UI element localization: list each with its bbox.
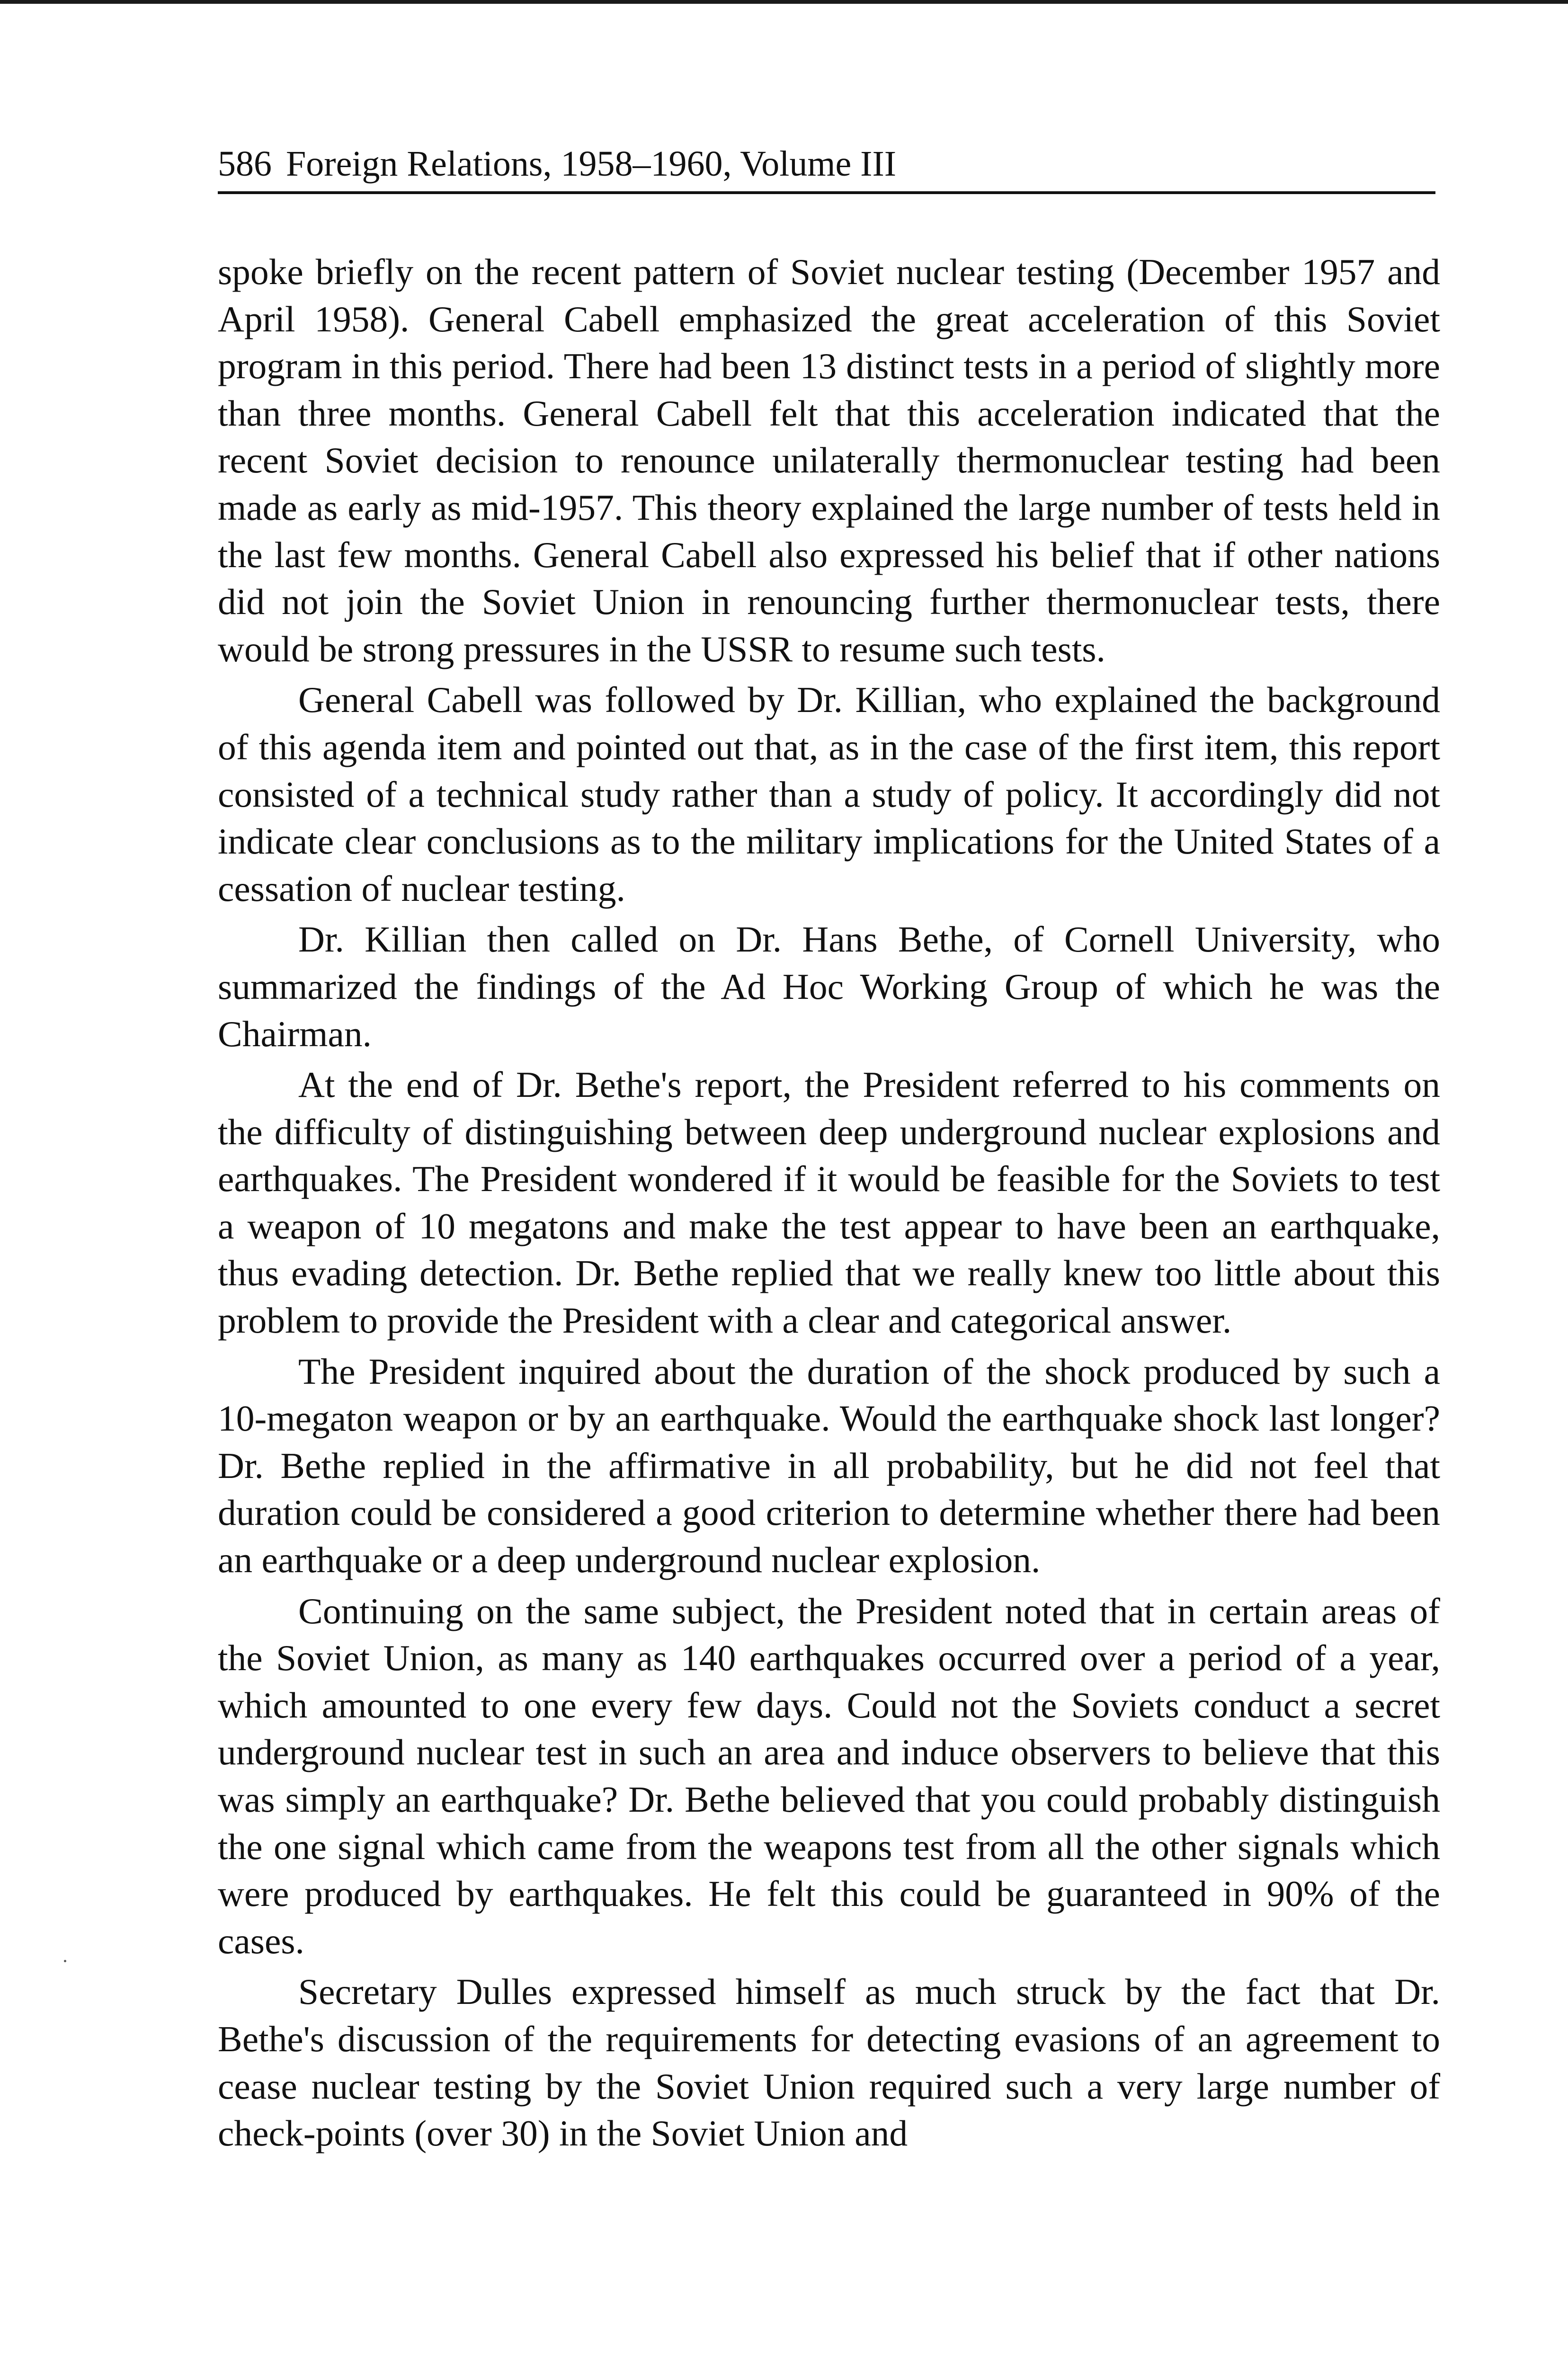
paragraph-2: General Cabell was followed by Dr. Killian, who explained the background of this agenda item and pointed out that, as in the case of the first item, this report consisted of a technical study rather than a study of policy. It accordingly did not indicate clear conclusions as to the military implications for the United States of a cessation of nuclear testing. — [218, 679, 1440, 909]
top-edge-rule — [0, 0, 1568, 4]
body-text — [218, 249, 1440, 2157]
paragraph-7: Secretary Dulles expressed himself as much struck by the fact that Dr. Bethe's discussion of the requirements for detecting evasions of an agreement to cease nuclear testing by the Soviet Union required such a very large number of check-points (over 30) in the Soviet Union and — [218, 1971, 1440, 2154]
page-number: 586 — [218, 144, 272, 184]
paragraph-3: Dr. Killian then called on Dr. Hans Bethe, of Cornell University, who summarized the findings of the Ad Hoc Working Group of which he was the Chairman. — [218, 919, 1440, 1054]
paragraph-6: Continuing on the same subject, the President noted that in certain areas of the Soviet Union, as many as 140 earthquakes occurred over a period of a year, which amounted to one every few days. Could not the Soviets conduct a secret underground nuclear test in such an area and induce observers to believe that this was simply an earthquake? Dr. Bethe believed that you could probably distinguish the one signal which came from the weapons test from all the other signals which were produced by earthquakes. He felt this could be guaranteed in 90% of the cases. — [218, 1590, 1440, 1961]
paragraph-5: The President inquired about the duration of the shock produced by such a 10-megaton weapon or by an earthquake. Would the earthquake shock last longer? Dr. Bethe replied in the affirmative in all probability, but he did not feel that duration could be considered a good criterion to determine whether there had been an earthquake or a deep underground nuclear explosion. — [218, 1351, 1440, 1581]
paragraph-4: At the end of Dr. Bethe's report, the President referred to his comments on the difficulty of distinguishing between deep underground nuclear explosions and earthquakes. The President wondered if it would be feasible for the Soviets to test a weapon of 10 megatons and make the test appear to have been an earthquake, thus evading detection. Dr. Bethe replied that we really knew too little about this problem to provide the President with a clear and categorical answer. — [218, 1064, 1440, 1341]
scan-speck — [64, 1960, 66, 1962]
paragraph-1: spoke briefly on the recent pattern of Soviet nuclear testing (December 1957 and April 1958). General Cabell emphasized the great acceleration of this Soviet program in this period. There had been 13 distinct tests in a period of slightly more than three months. General Cabell felt that this acceleration indicated that the recent Soviet decision to renounce unilaterally thermonuclear testing had been made as early as mid-1957. This theory explained the large number of tests held in the last few months. General Cabell also expressed his belief that if other nations did not join the Soviet Union in renouncing further thermonuclear tests, there would be strong pressures in the USSR to resume such tests. — [218, 251, 1440, 669]
running-header — [218, 140, 1435, 194]
publication-title: Foreign Relations, 1958–1960, Volume III — [286, 144, 897, 184]
